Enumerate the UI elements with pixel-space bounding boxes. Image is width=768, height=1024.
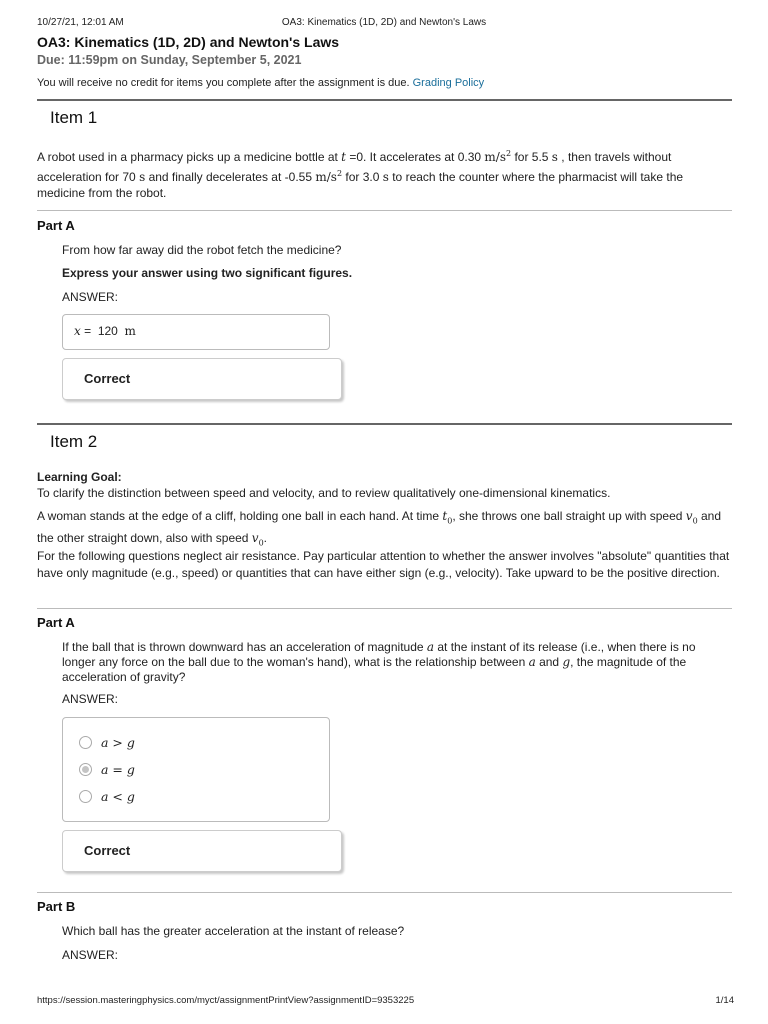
learning-goal-text: To clarify the distinction between speed and velocity, and to review qualitatively one-dimensional kinematics. [37, 486, 611, 500]
item-2-instructions: For the following questions neglect air resistance. Pay particular attention to whether the answer involves "absolute" quantities that have only magnitude (e.g., speed) or quantities that can have either sign (e.g., velocity). Take upward to be the positive direction. [37, 549, 730, 580]
item-2-part-a-question: If the ball that is thrown downward has an acceleration of magnitude a at the instant of its release (i.e., when there is no longer any force on the ball due to the woman's hand), what is the relationship between a and g, the magnitude of the acceleration of gravity? [62, 640, 696, 684]
item-2-part-b-label: Part B [37, 899, 76, 914]
late-notice-text: You will receive no credit for items you complete after the assignment is due. [37, 77, 410, 89]
result-feedback [62, 358, 342, 400]
option-label: a > g [101, 735, 135, 750]
result-text: Correct [84, 843, 131, 858]
radio-button[interactable] [79, 790, 92, 803]
item-2-scenario: A woman stands at the edge of a cliff, holding one ball in each hand. At time $t_0$, she throws one ball straight up with speed $v_0$ and the other straight down, also with speed $v_0$. [37, 509, 722, 548]
answer-label: ANSWER: [62, 948, 119, 962]
divider [37, 210, 732, 211]
divider [37, 423, 732, 425]
radio-button[interactable] [79, 736, 92, 749]
item-1-part-a-label: Part A [37, 218, 75, 233]
item-1-part-a-instruction: Express your answer using two significant figures. [62, 266, 353, 280]
option-label: a = g [101, 762, 135, 777]
learning-goal-label: Learning Goal: [37, 470, 122, 484]
print-datetime: 10/27/21, 12:01 AM [37, 17, 124, 28]
item-1-problem: A robot used in a pharmacy picks up a medicine bottle at t =0. It accelerates at 0.30 $m/s^2$ for 5.5 s , then travels without acceleration for 70 s and finally decelerates at -0.55 $m/s^2$ for 3.0 s to reach the counter where the pharmacist will take the medicine from the robot. [37, 149, 684, 200]
late-notice [37, 77, 484, 89]
assignment-title: OA3: Kinematics (1D, 2D) and Newton's Laws [37, 34, 340, 50]
divider [37, 99, 732, 101]
grading-policy-link[interactable]: Grading Policy [412, 77, 485, 89]
item-2-part-a-label: Part A [37, 615, 75, 630]
item-2-part-b-question: Which ball has the greater acceleration at the instant of release? [62, 924, 405, 938]
item-1-heading: Item 1 [50, 108, 98, 127]
footer-url: https://session.masteringphysics.com/myct/assignmentPrintView?assignmentID=9353225 [37, 995, 415, 1006]
divider [37, 892, 732, 893]
answer-box[interactable] [62, 314, 330, 350]
option-label: a < g [101, 789, 135, 804]
answer-options [62, 717, 330, 822]
item-2-heading: Item 2 [50, 432, 98, 451]
answer-label: ANSWER: [62, 290, 119, 304]
item-1-part-a-question: From how far away did the robot fetch the medicine? [62, 243, 342, 257]
page-number: 1/14 [715, 995, 734, 1006]
answer-value: x = 120 m [74, 324, 136, 338]
result-text: Correct [84, 371, 131, 386]
radio-button-selected[interactable] [79, 763, 92, 776]
due-date: Due: 11:59pm on Sunday, September 5, 2021 [37, 53, 302, 67]
divider [37, 608, 732, 609]
print-doc-title: OA3: Kinematics (1D, 2D) and Newton's Laws [281, 17, 487, 28]
result-feedback [62, 830, 342, 872]
answer-label: ANSWER: [62, 692, 119, 706]
